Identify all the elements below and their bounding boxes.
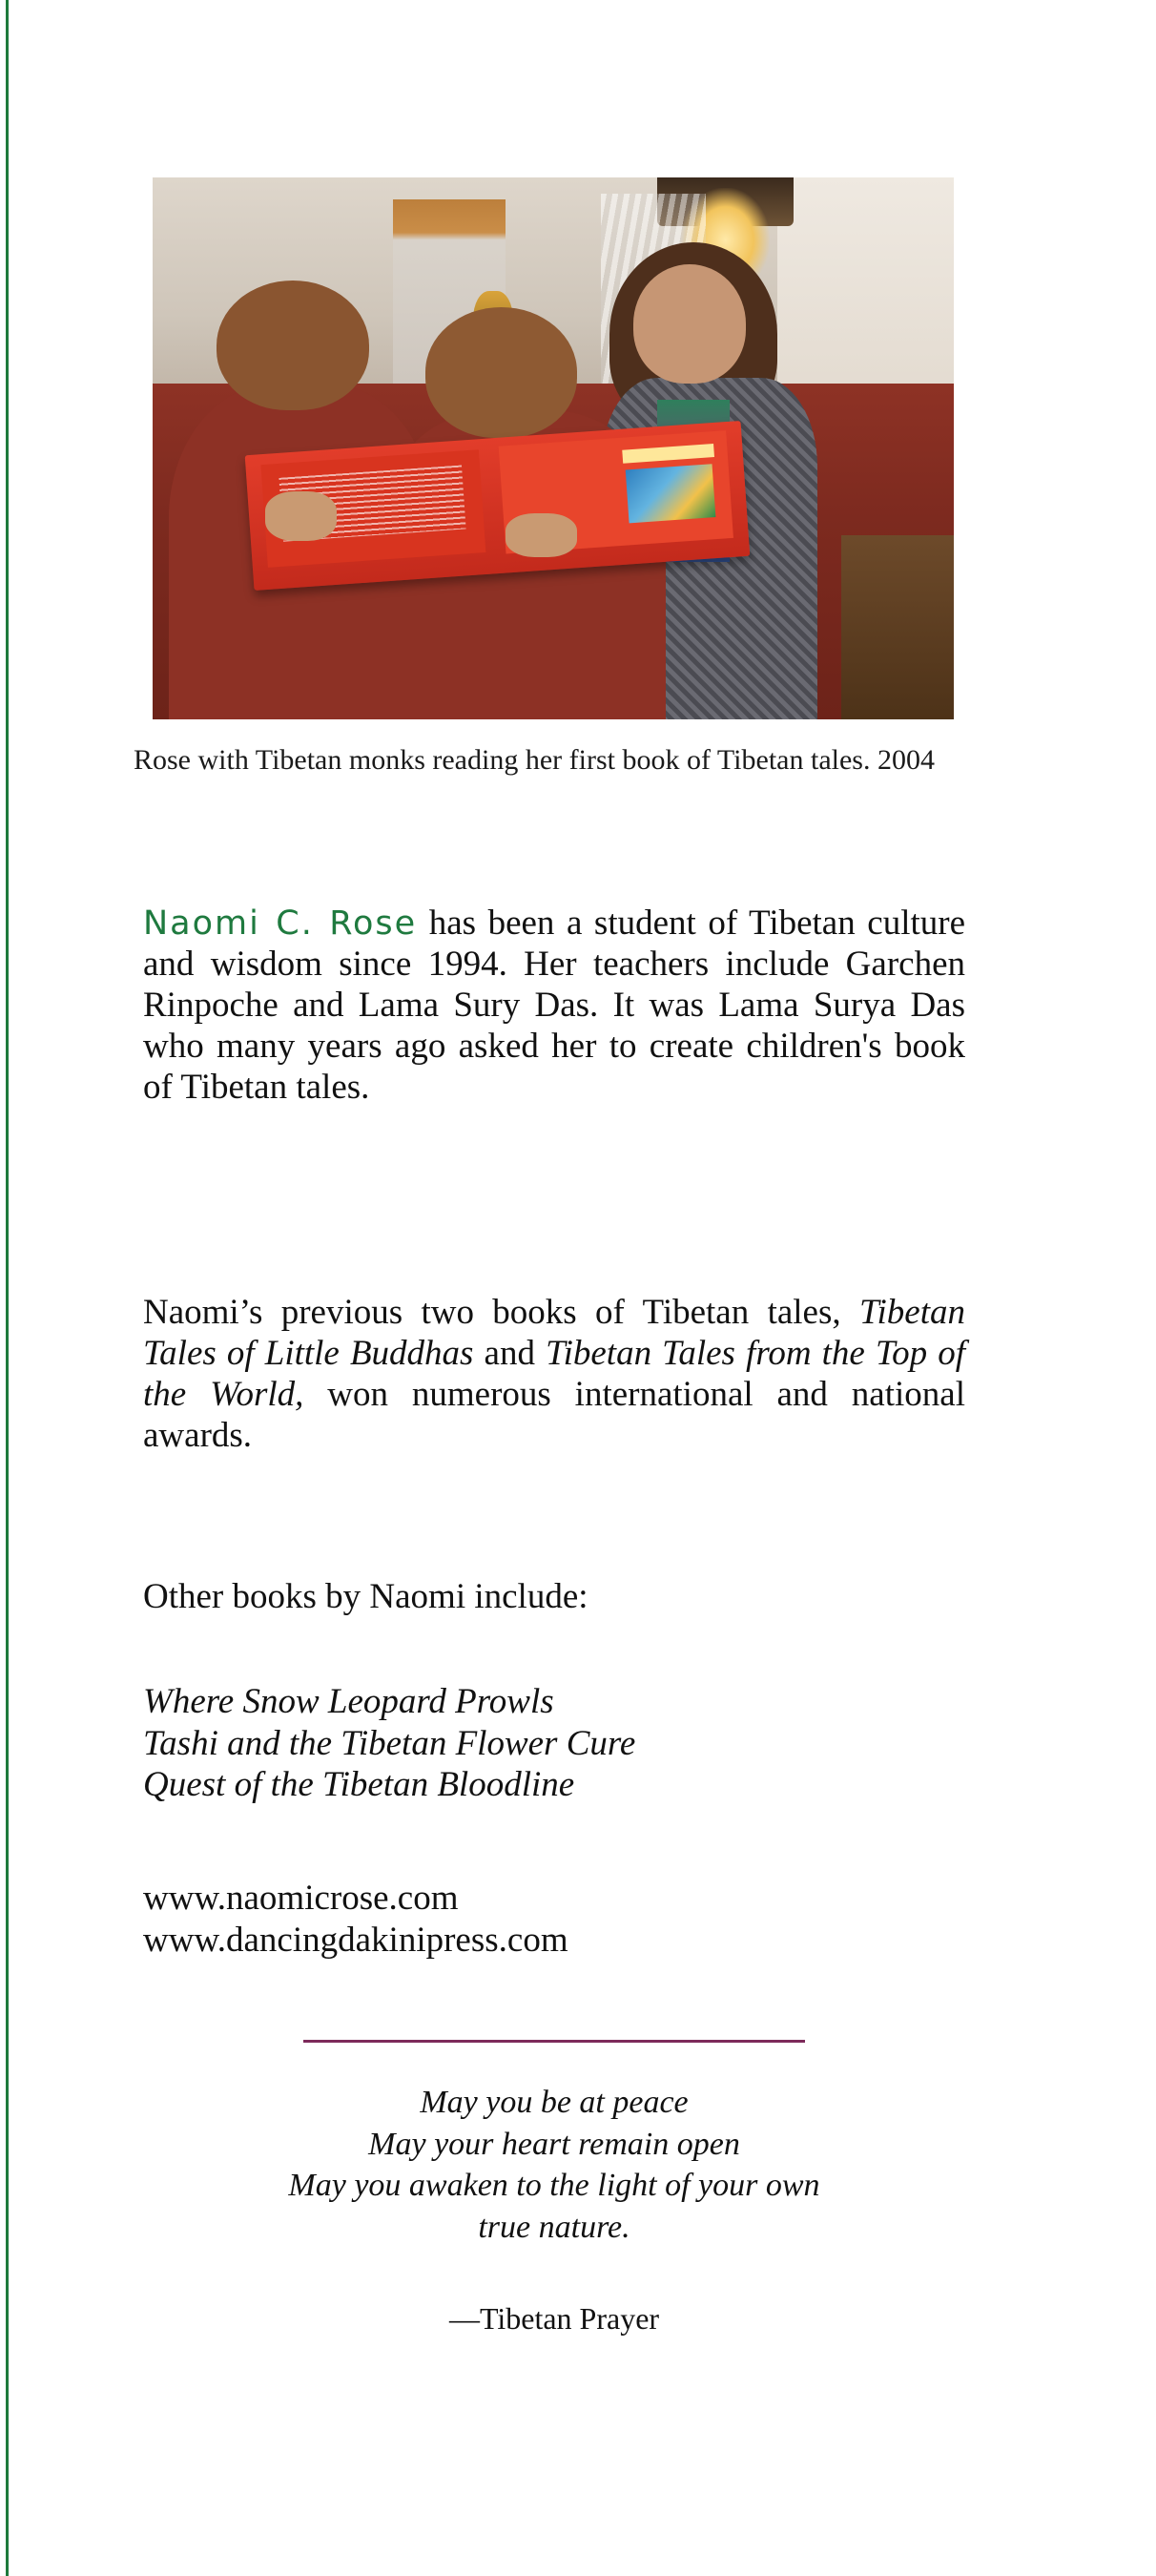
book-title-item: Quest of the Tibetan Bloodline [143, 1765, 575, 1805]
prayer-line: true nature. [478, 2209, 630, 2245]
other-books-label: Other books by Naomi include: [143, 1577, 588, 1616]
photo-monk-two-head [425, 307, 578, 437]
photo-hand-right [506, 513, 578, 556]
previous-text-part1: Naomi’s previous two books of Tibetan tales, [143, 1293, 859, 1332]
previous-text-part2: and [473, 1333, 547, 1373]
website-links [143, 1878, 965, 1961]
previous-book-title-1: Tibetan Tales of Little Buddhas [143, 1293, 965, 1373]
prayer-line: May you awaken to the light of your own [288, 2168, 820, 2204]
previous-text-part3: won numerous international and national awards. [143, 1374, 965, 1455]
photo-caption: Rose with Tibetan monks reading her first book of Tibetan tales. 2004 [134, 744, 935, 776]
bio-paragraph [143, 904, 965, 1109]
prayer-line: May your heart remain open [368, 2126, 740, 2162]
book-title-item: Tashi and the Tibetan Flower Cure [143, 1723, 636, 1763]
photo-table [841, 535, 954, 719]
photo-hand-left [265, 491, 338, 540]
bio-text: has been a student of Tibetan culture and wisdom since 1994. Her teachers include Garchen Rinpoche and Lama Sury Das. It was Lama Surya Das who many years ago asked her to create children's book of Tibetan tales. [143, 904, 965, 1107]
photo-woman-head [633, 264, 746, 384]
photo-book-cover-title [622, 444, 714, 463]
tibetan-prayer [143, 2082, 965, 2248]
book-title-item: Where Snow Leopard Prowls [143, 1682, 554, 1721]
author-photo [153, 177, 954, 719]
photo-image [153, 177, 954, 719]
prayer-line: May you be at peace [420, 2085, 689, 2120]
photo-monk-one-head [217, 280, 369, 410]
prayer-attribution: —Tibetan Prayer [448, 2301, 660, 2336]
previous-books-paragraph [143, 1293, 965, 1457]
section-divider [303, 2040, 805, 2043]
other-books-list [143, 1681, 965, 1806]
previous-book-title-2: Tibetan Tales from the Top of the World, [143, 1333, 965, 1414]
author-name: Naomi C. Rose [143, 904, 418, 943]
photo-book-cover-art [626, 463, 716, 523]
link-naomicrose[interactable]: www.naomicrose.com [143, 1879, 459, 1918]
link-dancingdakinipress[interactable]: www.dancingdakinipress.com [143, 1920, 568, 1960]
